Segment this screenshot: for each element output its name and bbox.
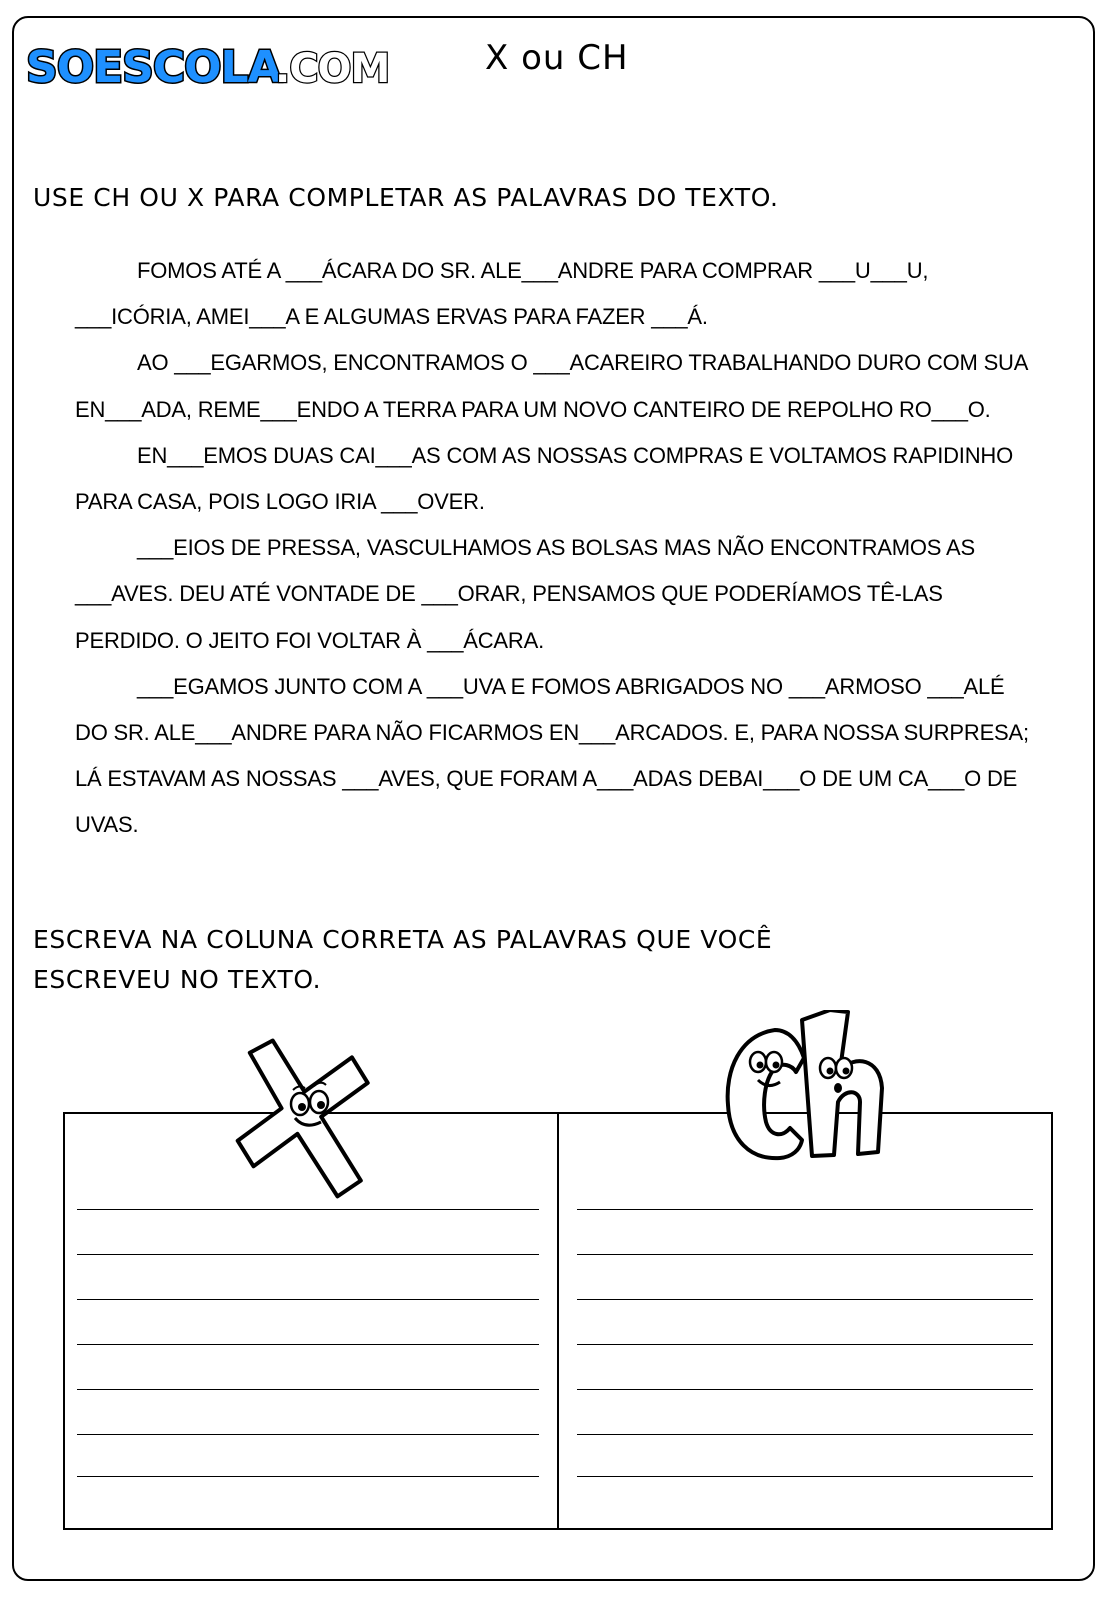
writing-line[interactable] xyxy=(577,1299,1033,1300)
answer-columns xyxy=(63,1112,1053,1530)
writing-line[interactable] xyxy=(577,1344,1033,1345)
svg-text:SOESCOLA: SOESCOLA xyxy=(26,42,281,93)
writing-line[interactable] xyxy=(577,1209,1033,1210)
writing-line[interactable] xyxy=(577,1434,1033,1435)
soescola-logo xyxy=(22,36,407,94)
instruction-write-columns xyxy=(33,920,772,1000)
writing-line[interactable] xyxy=(77,1476,539,1477)
story-text xyxy=(75,248,1035,849)
letter-x-mascot-icon xyxy=(225,1022,395,1212)
writing-line[interactable] xyxy=(577,1254,1033,1255)
story-paragraph: EN___EMOS DUAS CAI___AS COM AS NOSSAS COMPRAS E VOLTAMOS RAPIDINHO PARA CASA, POIS LOGO IRIA ___OVER. xyxy=(75,442,1013,515)
writing-line[interactable] xyxy=(577,1389,1033,1390)
svg-text:.COM: .COM xyxy=(275,46,390,92)
instruction-complete-words: USE CH OU X PARA COMPLETAR AS PALAVRAS DO TEXTO. xyxy=(33,183,779,212)
instruction-line: ESCREVA NA COLUNA CORRETA AS PALAVRAS QUE VOCÊ xyxy=(33,925,773,954)
writing-line[interactable] xyxy=(577,1476,1033,1477)
writing-line[interactable] xyxy=(77,1344,539,1345)
instruction-line: ESCREVEU NO TEXTO. xyxy=(33,965,322,994)
letters-ch-mascot-icon xyxy=(720,1010,900,1185)
story-paragraph: ___EIOS DE PRESSA, VASCULHAMOS AS BOLSAS MAS NÃO ENCONTRAMOS AS ___AVES. DEU ATÉ VONTADE DE ___ORAR, PENSAMOS QUE PODERÍAMOS TÊ-LAS PERDIDO. O JEITO FOI VOLTAR À ___ÁCARA. xyxy=(75,535,975,653)
writing-line[interactable] xyxy=(77,1434,539,1435)
story-paragraph: FOMOS ATÉ A ___ÁCARA DO SR. ALE___ANDRE PARA COMPRAR ___U___U, ___ICÓRIA, AMEI___A E ALGUMAS ERVAS PARA FAZER ___Á. xyxy=(75,258,929,330)
story-paragraph: ___EGAMOS JUNTO COM A ___UVA E FOMOS ABRIGADOS NO ___ARMOSO ___ALÉ DO SR. ALE___ANDRE PARA NÃO FICARMOS EN___ARCADOS. E, PARA NOSSA SURPRESA; LÁ ESTAVAM AS NOSSAS ___AVES, QUE FORAM A___ADAS DEBAI___O DE UM CA___O DE UVAS. xyxy=(75,673,1029,838)
writing-line[interactable] xyxy=(77,1389,539,1390)
page-title: X ou CH xyxy=(485,38,629,78)
story-paragraph: AO ___EGARMOS, ENCONTRAMOS O ___ACAREIRO TRABALHANDO DURO COM SUA EN___ADA, REME___ENDO A TERRA PARA UM NOVO CANTEIRO DE REPOLHO RO___O. xyxy=(75,350,1028,422)
writing-line[interactable] xyxy=(77,1254,539,1255)
writing-line[interactable] xyxy=(77,1299,539,1300)
